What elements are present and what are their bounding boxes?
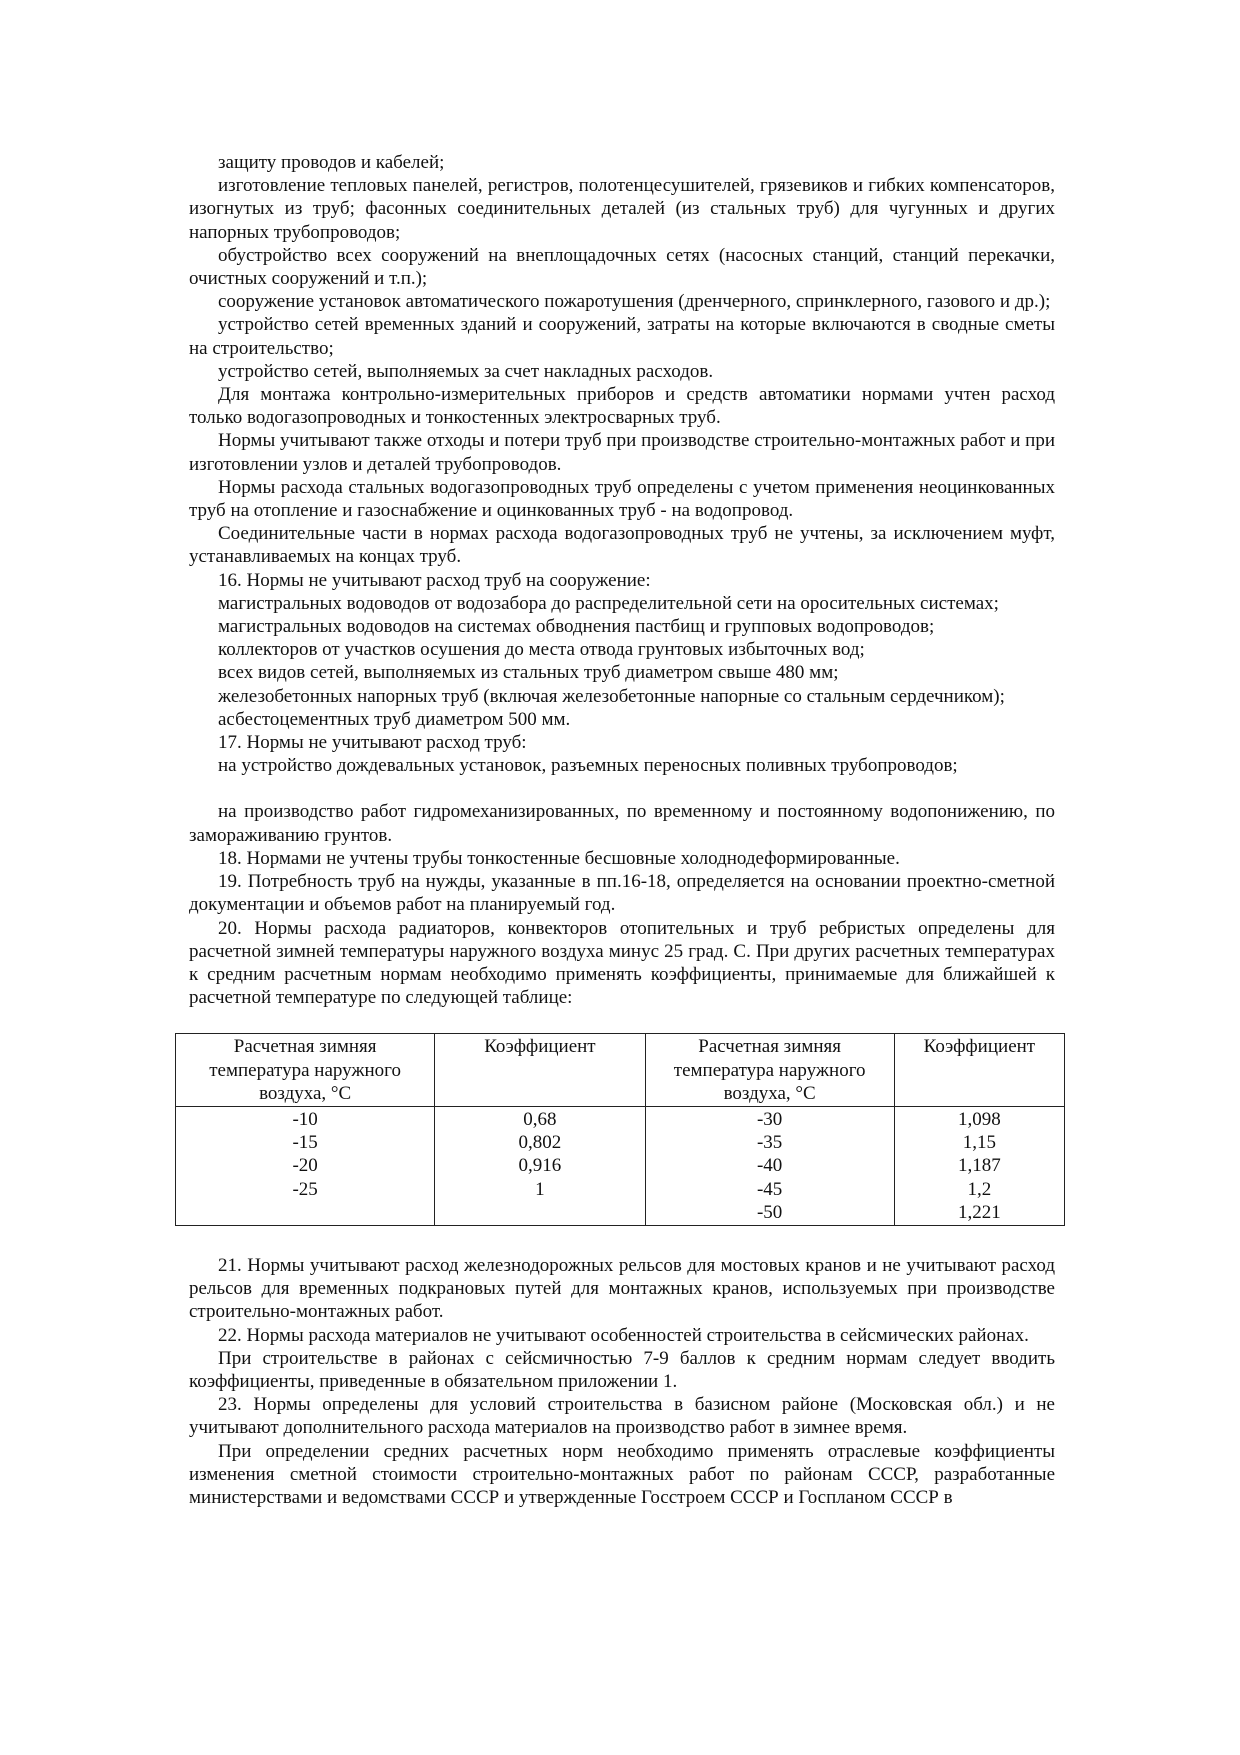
table-cell: -25	[176, 1178, 435, 1201]
table-cell: -35	[645, 1131, 894, 1154]
table-cell: 1,2	[894, 1178, 1064, 1201]
paragraphs-before	[189, 151, 1055, 777]
table-row	[176, 1131, 1065, 1154]
table-cell: 1,098	[894, 1106, 1064, 1131]
table-cell	[435, 1201, 645, 1226]
blank-line	[189, 777, 1055, 800]
table-cell: 0,68	[435, 1106, 645, 1131]
table-cell: 1,187	[894, 1154, 1064, 1177]
coefficient-table	[175, 1033, 1065, 1226]
table-cell: 1,15	[894, 1131, 1064, 1154]
paragraph: устройство сетей временных зданий и сооружений, затраты на которые включаются в сводные сметы на строительство;	[189, 314, 1055, 359]
paragraph: асбестоцементных труб диаметром 500 мм.	[218, 708, 571, 730]
coefficient-table-wrapper	[175, 1033, 1065, 1226]
table-row	[176, 1106, 1065, 1131]
paragraph: 16. Нормы не учитывают расход труб на сооружение:	[218, 569, 651, 591]
table-row	[176, 1154, 1065, 1177]
table-cell: -10	[176, 1106, 435, 1131]
table-cell: 1	[435, 1178, 645, 1201]
paragraphs-after	[189, 1254, 1055, 1509]
paragraph: Нормы учитывают также отходы и потери труб при производстве строительно-монтажных работ и при изготовлении узлов и деталей трубопроводов.	[189, 430, 1055, 475]
paragraph: магистральных водоводов на системах обводнения пастбищ и групповых водопроводов;	[218, 616, 935, 638]
paragraph: сооружение установок автоматического пожаротушения (дренчерного, спринклерного, газового и др.);	[218, 291, 1051, 313]
header-coefficient: Коэффициент	[894, 1034, 1064, 1107]
table-cell: -50	[645, 1201, 894, 1226]
paragraph: При строительстве в районах с сейсмичностью 7-9 баллов к средним нормам следует вводить коэффициенты, приведенные в обязательном приложении 1.	[189, 1347, 1055, 1392]
paragraph: Соединительные части в нормах расхода водогазопроводных труб не учтены, за исключением муфт, устанавливаемых на концах труб.	[189, 523, 1055, 568]
header-temperature: Расчетная зимняя температура наружного воздуха, °С	[176, 1034, 435, 1107]
paragraph: защиту проводов и кабелей;	[218, 152, 445, 173]
document-page	[189, 151, 1055, 1509]
table-cell: -30	[645, 1106, 894, 1131]
paragraph: магистральных водоводов от водозабора до распределительной сети на оросительных системах;	[218, 592, 999, 614]
table-row	[176, 1178, 1065, 1201]
table-cell: 1,221	[894, 1201, 1064, 1226]
header-coefficient: Коэффициент	[435, 1034, 645, 1107]
table-header-row	[176, 1034, 1065, 1107]
paragraph: 17. Нормы не учитывают расход труб:	[218, 732, 527, 754]
paragraph: коллекторов от участков осушения до места отвода грунтовых избыточных вод;	[218, 639, 865, 661]
paragraph: 20. Нормы расхода радиаторов, конвекторов отопительных и труб ребристых определены для расчетной зимней температуры наружного воздуха минус 25 град. С. При других расчетных температурах к средним расчетным нормам необходимо применять коэффициенты, принимаемые для ближайшей к расчетной температуре по следующей таблице:	[189, 917, 1055, 1009]
paragraph: всех видов сетей, выполняемых из стальных труб диаметром свыше 480 мм;	[218, 662, 839, 684]
table-cell: -15	[176, 1131, 435, 1154]
paragraph: железобетонных напорных труб (включая железобетонные напорные со стальным сердечником);	[218, 685, 1005, 707]
paragraph: 19. Потребность труб на нужды, указанные в пп.16-18, определяется на основании проектно-сметной документации и объемов работ на планируемый год.	[189, 871, 1055, 916]
paragraph: При определении средних расчетных норм необходимо применять отраслевые коэффициенты изменения сметной стоимости строительно-монтажных работ по районам СССР, разработанные министерствами и ведомствами СССР и утвержденные Госстроем СССР и Госпланом СССР в	[189, 1440, 1055, 1508]
paragraph: обустройство всех сооружений на внеплощадочных сетях (насосных станций, станций перекачки, очистных сооружений и т.п.);	[189, 244, 1055, 290]
paragraph: 18. Нормами не учтены трубы тонкостенные бесшовные холоднодеформированные.	[218, 847, 900, 869]
table-cell: -45	[645, 1178, 894, 1201]
paragraph: 22. Нормы расхода материалов не учитывают особенностей строительства в сейсмических районах.	[218, 1324, 1029, 1346]
header-temperature: Расчетная зимняя температура наружного воздуха, °С	[645, 1034, 894, 1107]
paragraph: устройство сетей, выполняемых за счет накладных расходов.	[218, 360, 714, 382]
paragraph: на производство работ гидромеханизированных, по временному и постоянному водопонижению, по замораживанию грунтов.	[189, 801, 1055, 846]
paragraph: 23. Нормы определены для условий строительства в базисном районе (Московская обл.) и не учитывают дополнительного расхода материалов на производство работ в зимнее время.	[189, 1394, 1055, 1439]
table-cell: 0,916	[435, 1154, 645, 1177]
paragraph: на устройство дождевальных установок, разъемных переносных поливных трубопроводов;	[218, 755, 958, 777]
paragraph: Для монтажа контрольно-измерительных приборов и средств автоматики нормами учтен расход только водогазопроводных и тонкостенных электросварных труб.	[189, 384, 1055, 429]
table-cell: 0,802	[435, 1131, 645, 1154]
paragraphs-middle	[189, 800, 1055, 1009]
paragraph: 21. Нормы учитывают расход железнодорожных рельсов для мостовых кранов и не учитывают расход рельсов для временных подкрановых путей для монтажных кранов, используемых при производстве строительно-монтажных работ.	[189, 1254, 1055, 1323]
paragraph: Нормы расхода стальных водогазопроводных труб определены с учетом применения неоцинкованных труб на отопление и газоснабжение и оцинкованных труб - на водопровод.	[189, 476, 1055, 522]
table-cell: -20	[176, 1154, 435, 1177]
paragraph: изготовление тепловых панелей, регистров, полотенцесушителей, грязевиков и гибких компенсаторов, изогнутых из труб; фасонных соединительных деталей (из стальных труб) для чугунных и других напорных трубопроводов;	[189, 175, 1055, 243]
table-cell	[176, 1201, 435, 1226]
table-row	[176, 1201, 1065, 1226]
table-cell: -40	[645, 1154, 894, 1177]
